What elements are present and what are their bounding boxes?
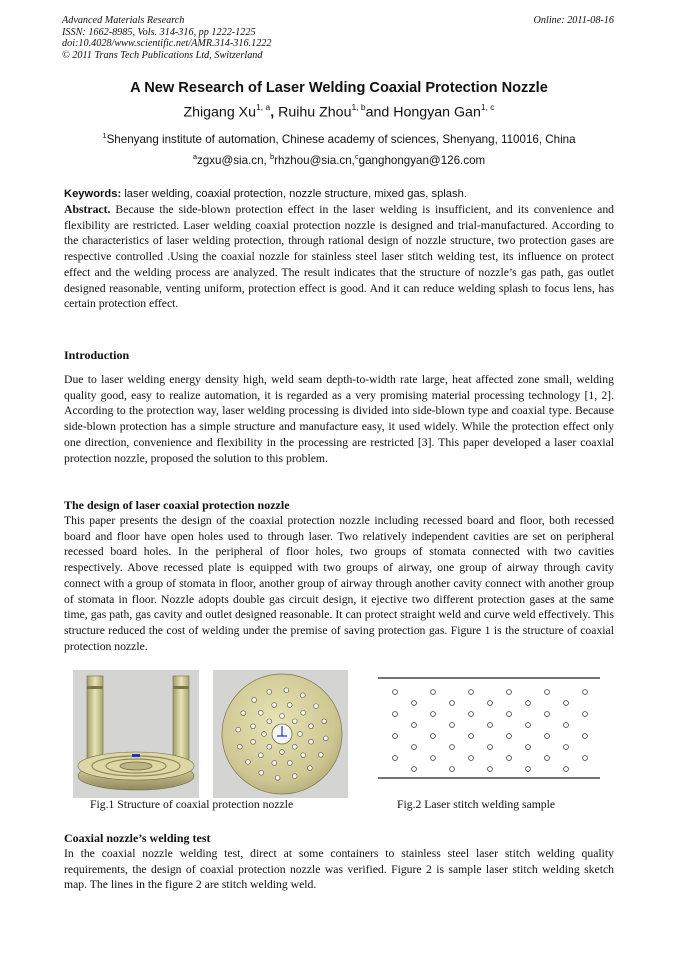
weld-point <box>583 712 588 717</box>
weld-point <box>526 767 531 772</box>
author-superscript: 1, a <box>256 102 271 112</box>
online-date: Online: 2011-08-16 <box>533 15 614 26</box>
weld-point <box>564 723 569 728</box>
nozzle-side-view-image <box>73 670 199 798</box>
weld-point <box>469 712 474 717</box>
stoma-hole <box>258 710 263 715</box>
test-text: In the coaxial nozzle welding test, direct at some containers to stainless steel laser stitch welding quality requirements, the design of coaxial protection nozzle was verified. Figure 2 is sample laser stitch welding sketch map. The lines in the figure 2 are stitch welding weld. <box>64 847 614 892</box>
stitch-welding-drawing <box>378 672 602 784</box>
stoma-hole <box>292 744 297 749</box>
figure-2-caption: Fig.2 Laser stitch welding sample <box>397 798 556 811</box>
author-separator: and <box>365 104 390 121</box>
nozzle-bottom-view-drawing <box>213 670 348 798</box>
abstract-label: Abstract. <box>64 203 111 216</box>
stoma-hole <box>287 761 292 766</box>
weld-point <box>583 734 588 739</box>
section-heading-design: The design of laser coaxial protection nozzle <box>64 498 290 512</box>
design-text: This paper presents the design of the coaxial protection nozzle including recessed board and floor, both recessed board and floor have open holes used to through laser. Two relatively independent cavities are set on peripheral recessed board holes. In the peripheral of floor holes, two groups of stomata connected with two cavities respectively. Above recessed plate is equipped with two groups of airway, one group of airway through cavity connect with a group of stomata in floor, another group of airway through another cavity connect with another group of stomata in floor. Nozzle adopts double gas circuit design, it ejective two different protection gases at the same time, gas path, gas cavity and outlet designed reasonable. It can protect straight weld and curve weld effectively. This structure reduced the cost of welding under the premise of saving protection gas. Figure 1 is the structure of coaxial protection nozzle. <box>64 514 614 653</box>
stoma-hole <box>262 732 267 737</box>
author-name: Hongyan Gan <box>393 104 481 121</box>
weld-point <box>488 745 493 750</box>
email-link[interactable]: zgxu@sia.cn, <box>197 153 270 167</box>
author-superscript: 1, b <box>351 102 366 112</box>
author-separator: , <box>270 104 275 121</box>
weld-point <box>412 767 417 772</box>
stoma-hole <box>280 714 285 719</box>
stoma-hole <box>252 698 257 703</box>
introduction-text: Due to laser welding energy density high, weld seam depth-to-width rate large, heat affected zone small, welding quality good, easy to realize automation, it is regarded as a very promising material processing technology [1, 2]. According to the protection way, laser welding processing is divided into side-blown type and coaxial type. Because side-blown protection has a simple structure and manufacture easy, it used widely. While the protection effect only one direction, convenience and flexibility in the processing are restricted [3]. This paper developed a laser coaxial protection nozzle, proposed the solution to this problem. <box>64 373 614 465</box>
stoma-hole <box>246 759 251 764</box>
weld-point <box>431 712 436 717</box>
journal-doi: doi:10.4028/www.scientific.net/AMR.314-316.1222 <box>62 38 272 50</box>
weld-point <box>507 712 512 717</box>
weld-point <box>469 690 474 695</box>
weld-points <box>393 690 588 772</box>
keywords-text: laser welding, coaxial protection, nozzle structure, mixed gas, splash. <box>124 188 467 200</box>
stoma-hole <box>236 727 241 732</box>
affiliation-superscript: 1 <box>102 131 107 140</box>
stitch-welding-sample-image <box>378 672 602 784</box>
stoma-hole <box>272 703 277 708</box>
figure-1-caption: Fig.1 Structure of coaxial protection nozzle <box>90 798 294 811</box>
journal-header <box>62 15 271 61</box>
weld-point <box>450 723 455 728</box>
weld-point <box>564 701 569 706</box>
weld-point <box>526 723 531 728</box>
weld-point <box>583 690 588 695</box>
weld-point <box>564 767 569 772</box>
stoma-hole <box>267 719 272 724</box>
stoma-hole <box>309 739 314 744</box>
keywords <box>64 188 467 200</box>
stoma-hole <box>251 739 256 744</box>
affiliation <box>0 131 678 146</box>
weld-point <box>450 767 455 772</box>
weld-point <box>393 756 398 761</box>
weld-point <box>431 756 436 761</box>
author-superscript: 1, c <box>480 102 495 112</box>
weld-point <box>545 690 550 695</box>
weld-point <box>507 734 512 739</box>
author-name: Ruihu Zhou <box>278 104 352 121</box>
stoma-hole <box>267 744 272 749</box>
abstract <box>64 202 614 312</box>
weld-point <box>526 701 531 706</box>
marker <box>132 754 140 757</box>
stoma-hole <box>301 710 306 715</box>
weld-point <box>545 734 550 739</box>
stoma-hole <box>287 703 292 708</box>
weld-point <box>469 756 474 761</box>
journal-issn: ISSN: 1662-8985, Vols. 314-316, pp 1222-1225 <box>62 26 256 38</box>
stoma-hole <box>309 724 314 729</box>
stoma-hole <box>280 750 285 755</box>
stoma-hole <box>272 761 277 766</box>
stoma-hole <box>259 770 264 775</box>
journal-name: Advanced Materials Research <box>62 15 185 26</box>
section-heading-introduction: Introduction <box>64 348 130 362</box>
email-superscript: a <box>192 152 197 161</box>
stoma-hole <box>284 688 289 693</box>
weld-point <box>431 690 436 695</box>
stoma-hole <box>318 752 323 757</box>
weld-point <box>488 701 493 706</box>
weld-point <box>431 734 436 739</box>
stoma-hole <box>251 724 256 729</box>
weld-point <box>545 712 550 717</box>
abstract-text: Because the side-blown protection effect in the laser welding is insufficient, and its convenience and flexibility are restricted. Laser welding coaxial protection nozzle is designed and trial-manufactured. According to the characteristics of laser welding protection, through rational design of nozzle structure, two protection gases are respective controlled .Using the coaxial nozzle for stainless steel laser stitch welding test, its influence on protect effect and the welding process are analyzed. The result indicates that the structure of nozzle’s gas path, gas outlet designed reasonable, venting uniform, protection effect is good. And it can reduce welding splash to focus lens, has certain protection effect. <box>64 203 615 311</box>
weld-point <box>450 745 455 750</box>
stoma-hole <box>300 693 305 698</box>
stoma-hole <box>292 774 297 779</box>
weld-point <box>412 701 417 706</box>
weld-point <box>507 690 512 695</box>
stoma-hole <box>307 766 312 771</box>
paper-title: A New Research of Laser Welding Coaxial Protection Nozzle <box>130 80 548 96</box>
weld-point <box>393 690 398 695</box>
author-name: Zhigang Xu <box>183 104 257 121</box>
weld-point <box>412 723 417 728</box>
nozzle-side-view-drawing <box>73 670 199 798</box>
email-superscript: c <box>354 152 359 161</box>
email-superscript: b <box>270 152 275 161</box>
weld-point <box>564 745 569 750</box>
affiliation-text: Shenyang institute of automation, Chinese academy of sciences, Shenyang, 110016, China <box>106 132 576 146</box>
keywords-label: Keywords: <box>64 188 122 200</box>
weld-point <box>526 745 531 750</box>
weld-point <box>488 767 493 772</box>
nozzle-bottom-view-image <box>213 670 348 798</box>
stoma-hole <box>298 732 303 737</box>
weld-point <box>450 701 455 706</box>
weld-point <box>393 734 398 739</box>
email-link[interactable]: ganghongyan@126.com <box>358 153 486 167</box>
weld-point <box>507 756 512 761</box>
weld-point <box>393 712 398 717</box>
weld-point <box>545 756 550 761</box>
stoma-hole <box>322 719 327 724</box>
stoma-hole <box>267 689 272 694</box>
weld-point <box>583 756 588 761</box>
section-heading-test: Coaxial nozzle’s welding test <box>64 831 211 845</box>
email-list <box>0 152 678 167</box>
weld-point <box>412 745 417 750</box>
stoma-hole <box>323 736 328 741</box>
journal-copyright: © 2011 Trans Tech Publications Ltd, Switzerland <box>62 49 263 61</box>
weld-point <box>488 723 493 728</box>
stoma-hole <box>292 719 297 724</box>
stoma-hole <box>237 744 242 749</box>
stoma-hole <box>241 711 246 716</box>
email-link[interactable]: rhzhou@sia.cn, <box>274 153 355 167</box>
stoma-hole <box>275 775 280 780</box>
author-list <box>0 103 678 121</box>
stoma-hole <box>314 704 319 709</box>
stoma-hole <box>301 753 306 758</box>
stoma-hole <box>258 753 263 758</box>
weld-point <box>469 734 474 739</box>
